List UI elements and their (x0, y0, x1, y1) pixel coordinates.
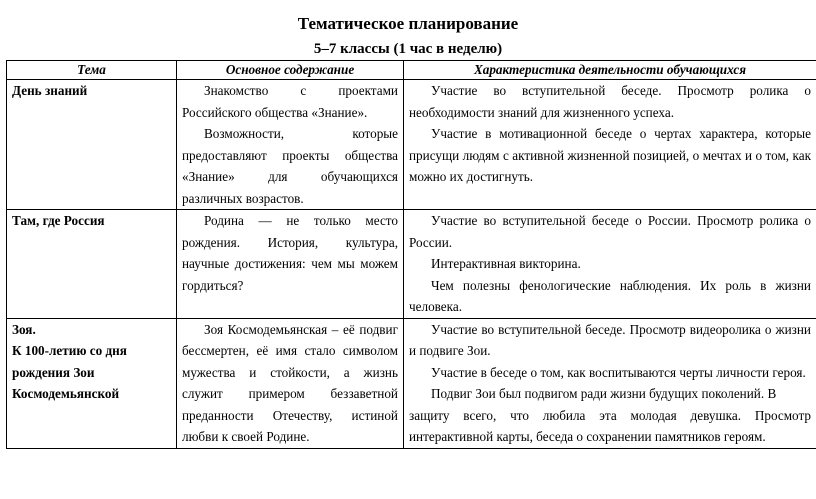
content-paragraph: Знакомство с проектами Российского общества «Знание». (182, 83, 398, 120)
header-topic: Тема (7, 61, 177, 80)
planning-table (6, 60, 816, 449)
table-row (7, 318, 816, 448)
header-activity: Характеристика деятельности обучающихся (404, 61, 816, 80)
row-content (177, 80, 404, 210)
row-activity (404, 210, 816, 319)
content-paragraph: Родина — не только место рождения. История, культура, научные достижения: чем мы можем гордиться? (182, 213, 398, 293)
row-topic (7, 318, 177, 448)
row-topic: Там, где Россия (7, 210, 177, 319)
activity-paragraph: Участие во вступительной беседе. Просмотр ролика о необходимости знаний для жизненного успеха. (409, 83, 811, 120)
content-paragraph: Возможности, которые предоставляют проекты общества «Знание» для обучающихся различных возрастов. (182, 126, 398, 206)
header-content: Основное содержание (177, 61, 404, 80)
row-activity (404, 318, 816, 448)
table-header-row (7, 61, 816, 80)
row-topic: День знаний (7, 80, 177, 210)
content-paragraph: Зоя Космодемьянская – её подвиг бессмертен, её имя стало символом мужества и стойкости, а жизнь служит примером беззаветной преданности Отечеству, истиной любви к своей Родине. (182, 321, 398, 444)
table-row (7, 80, 816, 210)
topic-line: К 100-летию со дня рождения Зои Космодемьянской (12, 343, 127, 401)
row-content (177, 210, 404, 319)
page-subtitle: 5–7 классы (1 час в неделю) (313, 41, 503, 57)
page-title: Тематическое планирование (297, 14, 519, 33)
activity-paragraph: Участие во вступительной беседе. Просмотр видеоролика о жизни и подвиге Зои. (409, 321, 811, 358)
activity-paragraph: Участие в мотивационной беседе о чертах характера, которые присущи людям с активной жизненной позицией, о мечтах и о том, как можно их достигнуть. (409, 126, 811, 184)
row-content (177, 318, 404, 448)
topic-line: Зоя. (12, 321, 36, 337)
activity-paragraph: Чем полезны фенологические наблюдения. Их роль в жизни человека. (409, 277, 811, 314)
activity-paragraph: защиту всего, что любила эта молодая девушка. Просмотр интерактивной карты, беседа о сохранении памятников героям. (409, 407, 811, 444)
activity-paragraph: Участие в беседе о том, как воспитываются черты личности героя. (431, 364, 806, 380)
activity-paragraph: Интерактивная викторина. (431, 256, 581, 271)
activity-paragraph: Подвиг Зои был подвигом ради жизни будущих поколений. В (431, 386, 777, 401)
activity-paragraph: Участие во вступительной беседе о России. Просмотр ролика о России. (409, 213, 811, 250)
table-row (7, 210, 816, 319)
row-activity (404, 80, 816, 210)
